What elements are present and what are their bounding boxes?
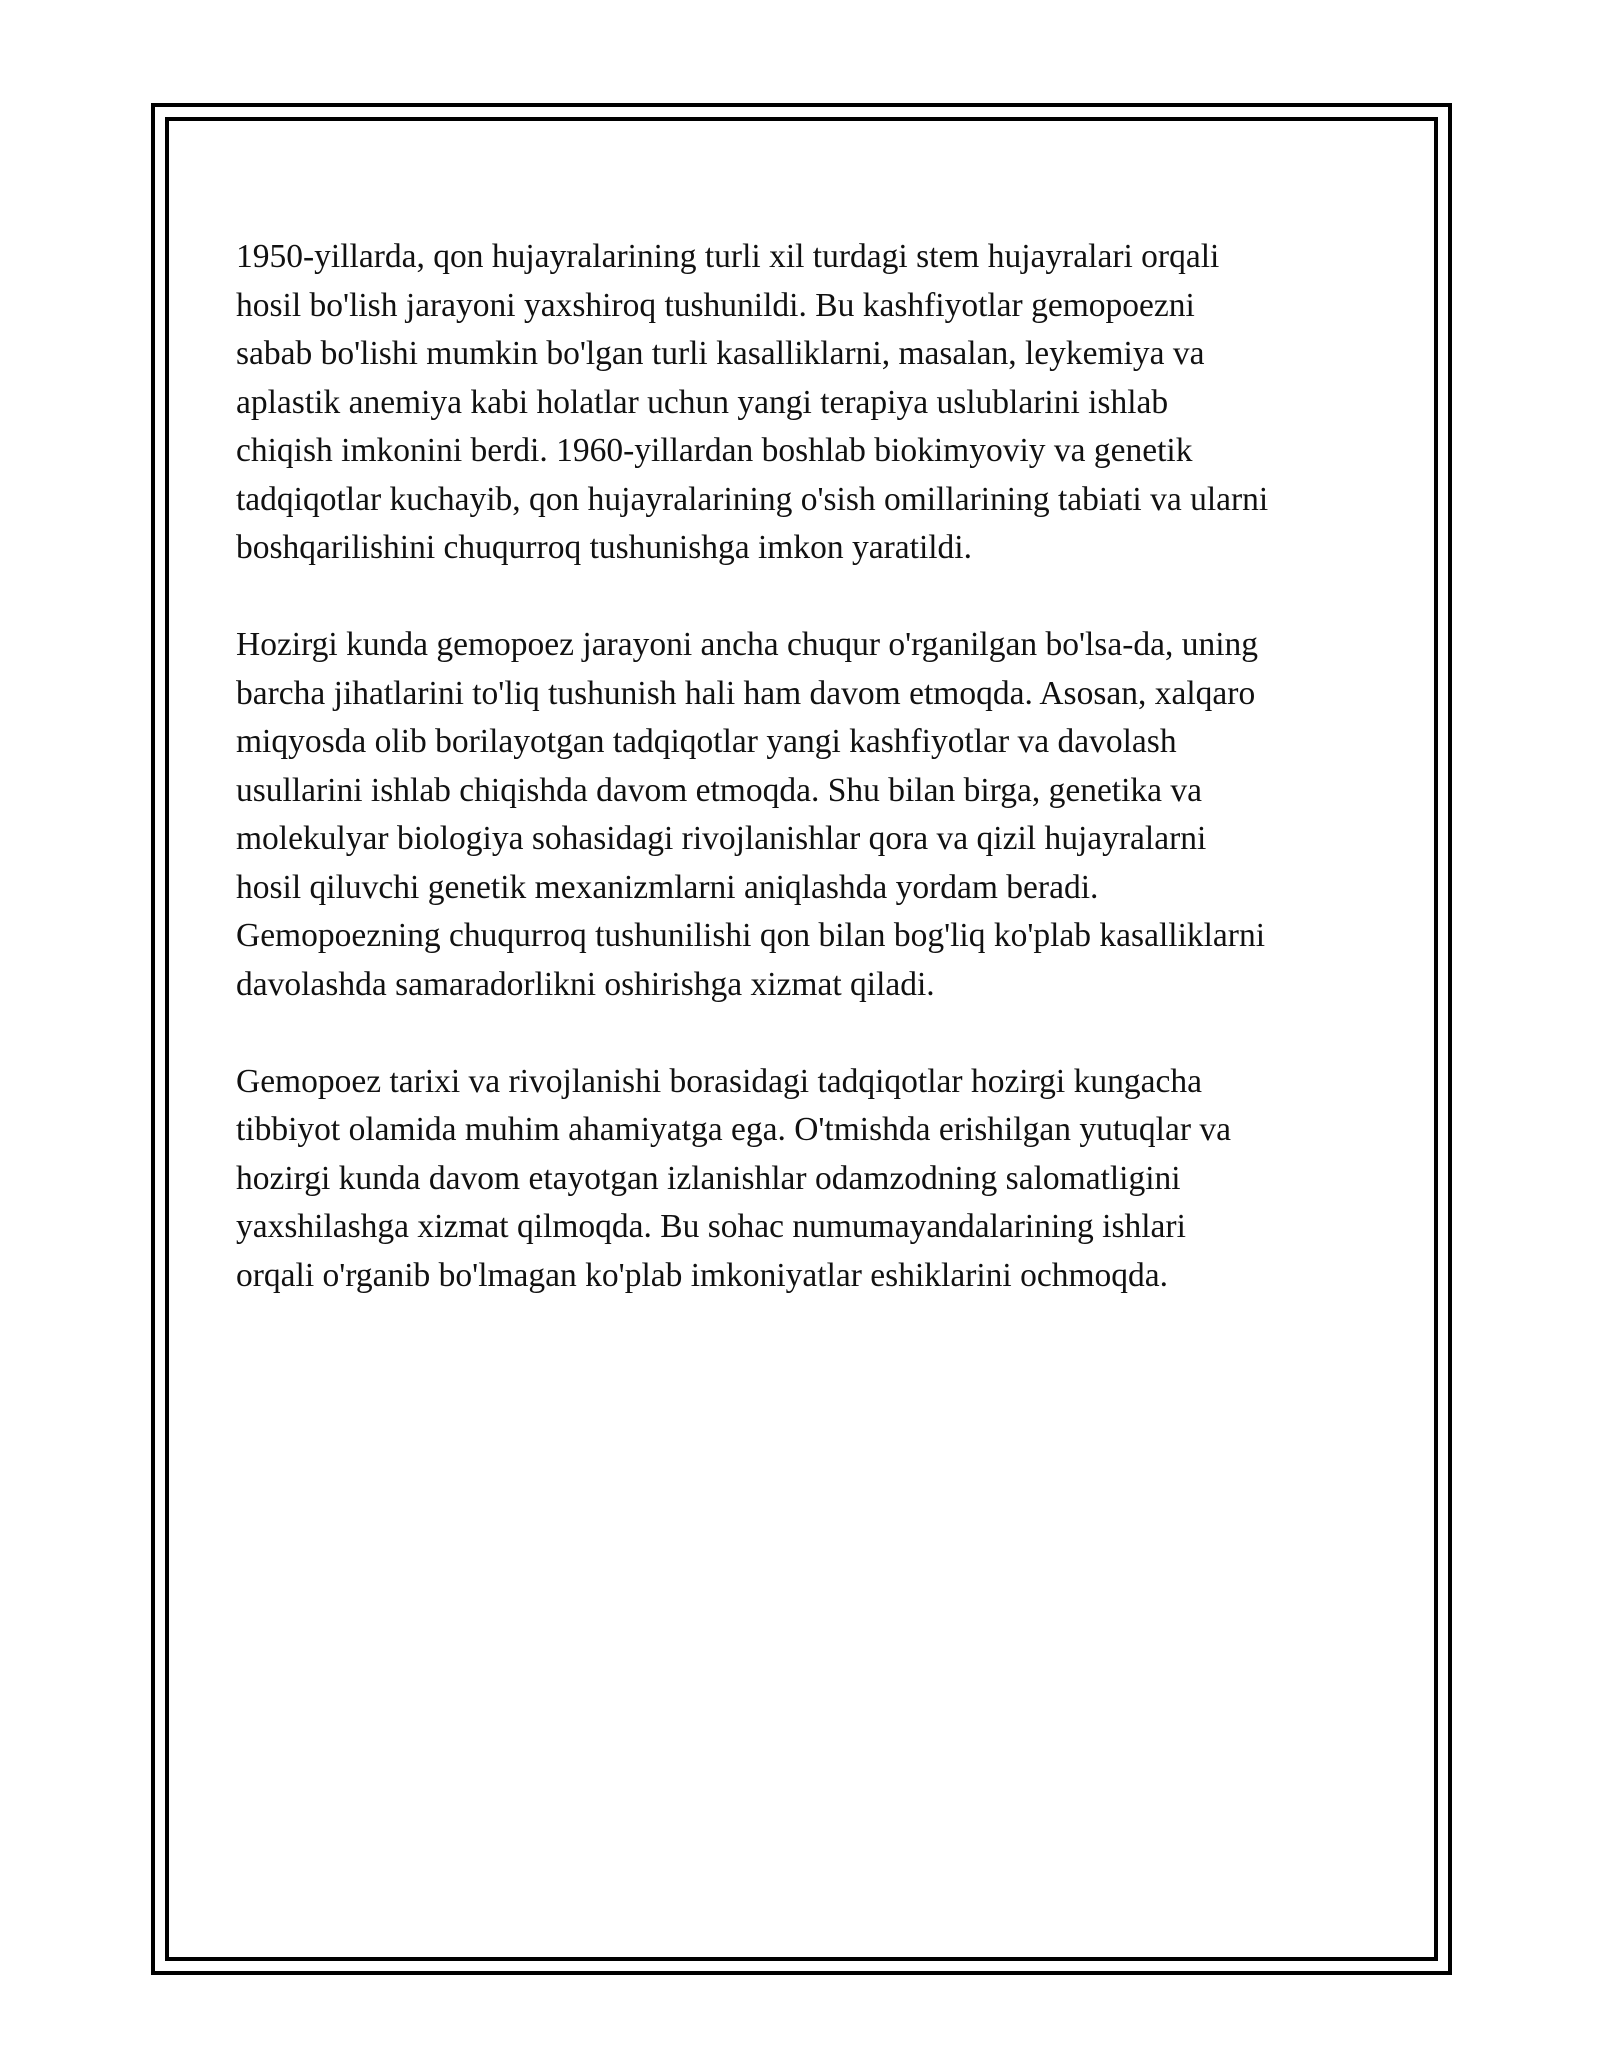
text-line: miqyosda olib borilayotgan tadqiqotlar yangi kashfiyotlar va davolash [236,723,1177,760]
text-line: aplastik anemiya kabi holatlar uchun yangi terapiya uslublarini ishlab [236,383,1169,421]
text-line: hosil bo'lish jarayoni yaxshiroq tushunildi. Bu kashfiyotlar gemopoezni [236,286,1195,324]
text-line: Hozirgi kunda gemopoez jarayoni ancha chuqur o'rganilgan bo'lsa-da, uning [236,626,1259,663]
text-line: Gemopoezning chuqurroq tushunilishi qon bilan bog'liq ko'plab kasalliklarni [236,917,1266,954]
text-line: orqali o'rganib bo'lmagan ko'plab imkoniyatlar eshiklarini ochmoqda. [236,1256,1169,1294]
text-line: hosil qiluvchi genetik mexanizmlarni aniqlashda yordam beradi. [236,868,1099,906]
text-line: usullarini ishlab chiqishda davom etmoqda. Shu bilan birga, genetika va [236,771,1203,809]
text-line: molekulyar biologiya sohasidagi rivojlanishlar qora va qizil hujayralarni [236,820,1207,857]
text-line: tibbiyot olamida muhim ahamiyatga ega. O'tmishda erishilgan yutuqlar va [236,1111,1231,1148]
text-line: davolashda samaradorlikni oshirishga xizmat qiladi. [236,965,935,1003]
text-line: sabab bo'lishi mumkin bo'lgan turli kasalliklarni, masalan, leykemiya va [236,335,1205,372]
text-line: Gemopoez tarixi va rivojlanishi borasidagi tadqiqotlar hozirgi kungacha [236,1062,1202,1100]
text-line: 1950-yillarda, qon hujayralarining turli xil turdagi stem hujayralari orqali [236,238,1220,275]
paragraph-2 [236,621,1376,1009]
text-line: tadqiqotlar kuchayib, qon hujayralarining o'sish omillarining tabiati va ularni [236,480,1269,518]
document-body [236,233,1376,1349]
text-line: hozirgi kunda davom etayotgan izlanishlar odamzodning salomatligini [236,1159,1181,1197]
text-line: chiqish imkonini berdi. 1960-yillardan boshlab biokimyoviy va genetik [236,432,1193,469]
paragraph-3 [236,1058,1376,1301]
paragraph-1 [236,233,1376,573]
text-line: barcha jihatlarini to'liq tushunish hali ham davom etmoqda. Asosan, xalqaro [236,674,1256,712]
text-line: boshqarilishini chuqurroq tushunishga imkon yaratildi. [236,529,972,566]
text-line: yaxshilashga xizmat qilmoqda. Bu sohac numumayandalarining ishlari [236,1208,1186,1245]
